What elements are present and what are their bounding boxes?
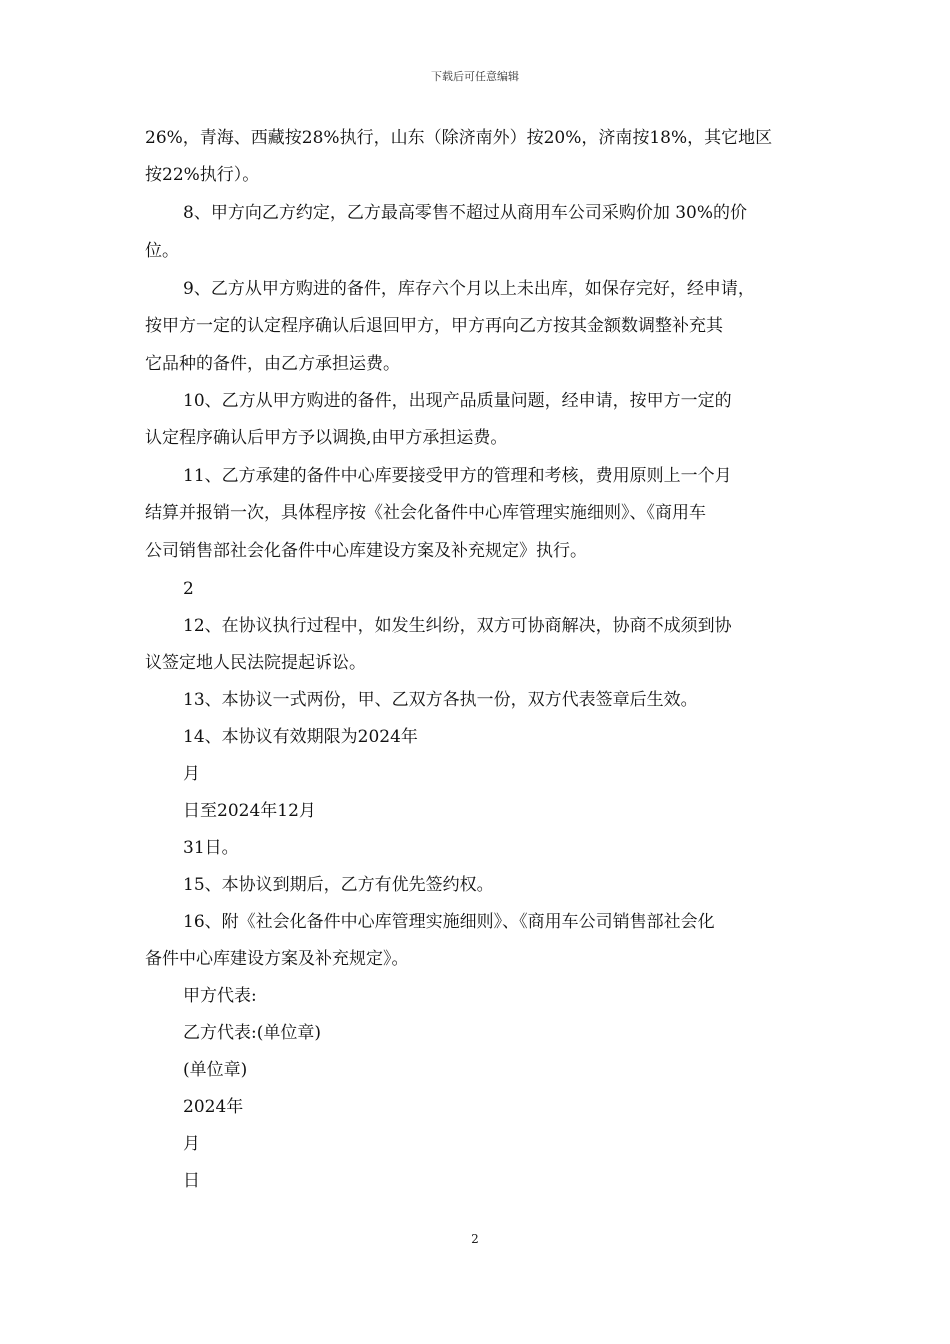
text-line: 15、本协议到期后，乙方有优先签约权。 <box>183 875 494 895</box>
text-line: 26%，青海、西藏按28%执行，山东（除济南外）按20%，济南按18%，其它地区 <box>145 128 773 148</box>
text-line: 它品种的备件，由乙方承担运费。 <box>145 354 400 374</box>
text-line: 2 <box>183 579 194 599</box>
text-line: 月 <box>183 1134 200 1154</box>
text-line: 2024年 <box>183 1097 244 1117</box>
text-line: 甲方代表: <box>183 986 257 1006</box>
text-line: 按甲方一定的认定程序确认后退回甲方，甲方再向乙方按其金额数调整补充其 <box>145 316 723 336</box>
text-line: 位。 <box>145 241 179 261</box>
text-line: 备件中心库建设方案及补充规定》。 <box>145 949 409 969</box>
text-line: 乙方代表:(单位章) <box>183 1023 321 1043</box>
text-line: 12、在协议执行过程中，如发生纠纷，双方可协商解决，协商不成须到协 <box>183 616 732 636</box>
text-line: 按22%执行）。 <box>145 165 260 185</box>
text-line: 日至2024年12月 <box>183 801 316 821</box>
text-line: 结算并报销一次，具体程序按《社会化备件中心库管理实施细则》、《商用车 <box>145 503 706 523</box>
text-line: 日 <box>183 1171 200 1191</box>
page-number: 2 <box>471 1232 479 1246</box>
text-line: 14、本协议有效期限为2024年 <box>183 727 418 747</box>
text-line: 9、乙方从甲方购进的备件，库存六个月以上未出库，如保存完好，经申请， <box>183 279 755 299</box>
page-header: 下载后可任意编辑 <box>431 70 519 83</box>
text-line: 8、甲方向乙方约定，乙方最高零售不超过从商用车公司采购价加 30%的价 <box>183 203 748 223</box>
text-line: 认定程序确认后甲方予以调换,由甲方承担运费。 <box>145 428 508 448</box>
text-line: 11、乙方承建的备件中心库要接受甲方的管理和考核，费用原则上一个月 <box>183 466 732 486</box>
text-line: 16、附《社会化备件中心库管理实施细则》、《商用车公司销售部社会化 <box>183 912 715 932</box>
text-line: 31日。 <box>183 838 239 858</box>
text-line: 公司销售部社会化备件中心库建设方案及补充规定》执行。 <box>145 541 587 561</box>
text-line: (单位章) <box>183 1060 248 1080</box>
text-line: 13、本协议一式两份，甲、乙双方各执一份，双方代表签章后生效。 <box>183 690 698 710</box>
text-line: 月 <box>183 764 200 784</box>
text-line: 议签定地人民法院提起诉讼。 <box>145 653 366 673</box>
text-line: 10、乙方从甲方购进的备件，出现产品质量问题，经申请，按甲方一定的 <box>183 391 732 411</box>
